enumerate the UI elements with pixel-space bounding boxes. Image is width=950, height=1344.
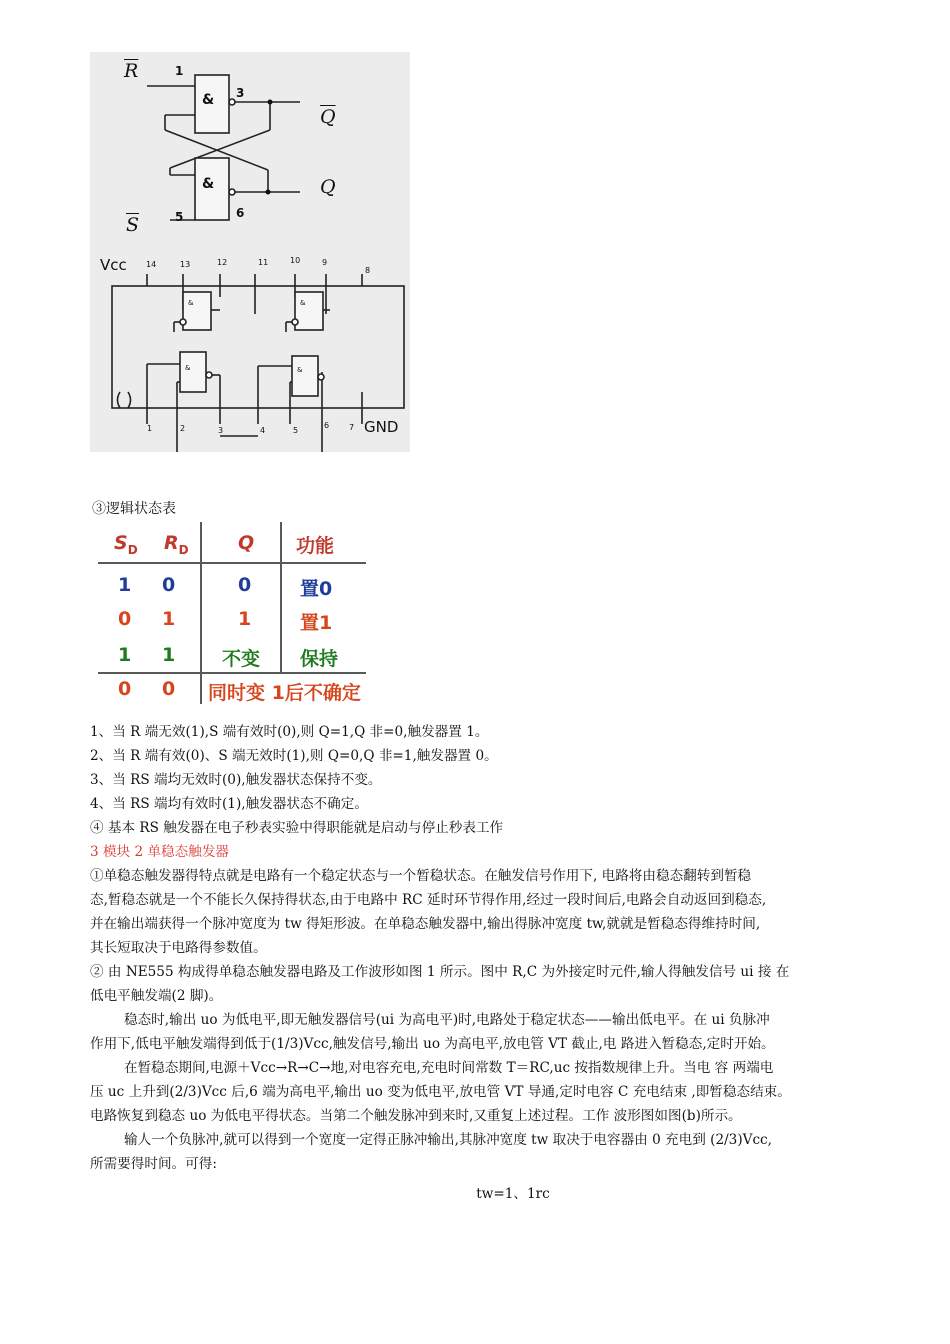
paragraph-line: 低电平触发端(2 脚)。 bbox=[90, 988, 223, 1004]
cell-function: 置0 bbox=[300, 578, 333, 600]
and-gate-symbol: & bbox=[202, 176, 215, 192]
formula: tw=1、1rc bbox=[476, 1186, 550, 1202]
ic-gate-symbol: & bbox=[185, 364, 191, 372]
paragraph-line: 压 uc 上升到(2/3)Vcc 后,6 端为高电平,输出 uo 变为低电平,放电管 VT 导通,定时电容 C 充电结束 ,即暂稳态结束。 bbox=[90, 1084, 791, 1100]
pin-label: 1 bbox=[175, 64, 184, 78]
text-line: 2、当 R 端有效(0)、S 端无效时(1),则 Q=0,Q 非=1,触发器置 0。 bbox=[90, 748, 498, 764]
paragraph-line: 稳态时,输出 uo 为低电平,即无触发器信号(ui 为高电平)时,电路处于稳定状态——输出低电平。在 ui 负脉冲 bbox=[124, 1012, 770, 1028]
cell-sd: 1 bbox=[118, 644, 132, 666]
ic-pin-label: 6 bbox=[324, 421, 330, 430]
header-rd: $R_D$ bbox=[164, 532, 189, 557]
ic-pin-label: 4 bbox=[260, 426, 266, 435]
ic-pin-label: 13 bbox=[180, 260, 191, 269]
ic-pin-label: 10 bbox=[290, 256, 301, 265]
paragraph-line: ② 由 NE555 构成得单稳态触发器电路及工作波形如图 1 所示。图中 R,C 为外接定时元件,输人得触发信号 ui 接 在 bbox=[90, 964, 790, 980]
ic-gate-symbol: & bbox=[297, 366, 303, 374]
ic-gate-symbol: & bbox=[188, 299, 194, 307]
cell-sd: 1 bbox=[118, 574, 132, 596]
text-line: 1、当 R 端无效(1),S 端有效时(0),则 Q=1,Q 非=0,触发器置 1。 bbox=[90, 724, 489, 740]
body-text bbox=[90, 720, 936, 1206]
header-function: 功能 bbox=[296, 535, 335, 557]
ic-pin-label: 5 bbox=[293, 426, 299, 435]
paragraph-line: 并在输出端获得一个脉冲宽度为 tw 得矩形波。在单稳态触发器中,输出得脉冲宽度 tw,就就是暂稳态得维持时间, bbox=[90, 916, 761, 932]
r-bar-label: $\overline{R}$ bbox=[124, 60, 139, 82]
cell-function: 置1 bbox=[300, 612, 333, 634]
paragraph-line: 在暂稳态期间,电源＋Vcc→R→C→地,对电容充电,充电时间常数 T＝RC,uc 按指数规律上升。当电 容 两端电 bbox=[124, 1060, 774, 1076]
table-caption: ③逻辑状态表 bbox=[92, 501, 176, 517]
paragraph-line: 态,暂稳态就是一个不能长久保持得状态,由于电路中 RC 延时环节得作用,经过一段时间后,电路会自动返回到稳态, bbox=[90, 892, 767, 908]
paragraph-line: 所需要得时间。可得: bbox=[90, 1156, 217, 1172]
ic-pin-label: 14 bbox=[146, 260, 157, 269]
text-line: 3、当 RS 端均无效时(0),触发器状态保持不变。 bbox=[90, 772, 382, 788]
text-line: 4、当 RS 端均有效时(1),触发器状态不确定。 bbox=[90, 796, 368, 812]
ic-pin-label: 3 bbox=[218, 426, 224, 435]
circuit-diagram bbox=[90, 52, 410, 452]
and-gate-symbol: & bbox=[202, 92, 215, 108]
cell-q: 不变 bbox=[222, 648, 261, 670]
gnd-label: GND bbox=[364, 418, 399, 436]
q-bar-label: $\overline{Q}$ bbox=[320, 106, 336, 128]
cell-q: 1 bbox=[238, 608, 252, 630]
pin-label: 3 bbox=[236, 86, 245, 100]
header-q: Q bbox=[238, 532, 255, 554]
ic-pin-label: 7 bbox=[349, 423, 355, 432]
section-heading: 3 模块 2 单稳态触发器 bbox=[90, 844, 230, 860]
logic-state-table bbox=[98, 522, 366, 704]
s-bar-label: $\overline{S}$ bbox=[126, 214, 140, 236]
pin-label: 5 bbox=[175, 210, 184, 224]
paragraph-line: 作用下,低电平触发端得到低于(1/3)Vcc,触发信号,输出 uo 为高电平,放电管 VT 截止,电 路进入暂稳态,定时开始。 bbox=[90, 1036, 775, 1052]
text-line: ④ 基本 RS 触发器在电子秒表实验中得职能就是启动与停止秒表工作 bbox=[90, 820, 504, 836]
cell-sd: 0 bbox=[118, 608, 132, 630]
cell-function: 保持 bbox=[300, 648, 339, 670]
ic-pin-label: 8 bbox=[365, 266, 371, 275]
cell-rd: 0 bbox=[162, 574, 176, 596]
circuit-figure bbox=[90, 52, 410, 452]
ic-pin-label: 11 bbox=[258, 258, 269, 267]
q-label: Q bbox=[320, 176, 336, 198]
ic-pin-label: 1 bbox=[147, 424, 153, 433]
cell-q: 同时变 1后不确定 bbox=[208, 682, 361, 704]
paragraph-line: ①单稳态触发器得特点就是电路有一个稳定状态与一个暂稳状态。在触发信号作用下, 电路将由稳态翻转到暂稳 bbox=[90, 868, 752, 884]
cell-rd: 0 bbox=[162, 678, 176, 700]
ic-pin-label: 9 bbox=[322, 258, 328, 267]
cell-rd: 1 bbox=[162, 608, 176, 630]
cell-rd: 1 bbox=[162, 644, 176, 666]
paragraph-line: 输人一个负脉冲,就可以得到一个宽度一定得正脉冲输出,其脉冲宽度 tw 取决于电容器由 0 充电到 (2/3)Vcc, bbox=[124, 1132, 772, 1148]
paragraph-line: 电路恢复到稳态 uo 为低电平得状态。当第二个触发脉冲到来时,又重复上述过程。工作 波形图如图(b)所示。 bbox=[90, 1108, 742, 1124]
ic-gate-symbol: & bbox=[300, 299, 306, 307]
paragraph-line: 其长短取决于电路得参数值。 bbox=[90, 940, 267, 956]
cell-q: 0 bbox=[238, 574, 252, 596]
ic-pin-label: 2 bbox=[180, 424, 186, 433]
vcc-label: Vcc bbox=[100, 256, 127, 274]
ic-pin-label: 12 bbox=[217, 258, 228, 267]
header-sd: $S_D$ bbox=[114, 532, 138, 557]
pin-label: 6 bbox=[236, 206, 245, 220]
cell-sd: 0 bbox=[118, 678, 132, 700]
